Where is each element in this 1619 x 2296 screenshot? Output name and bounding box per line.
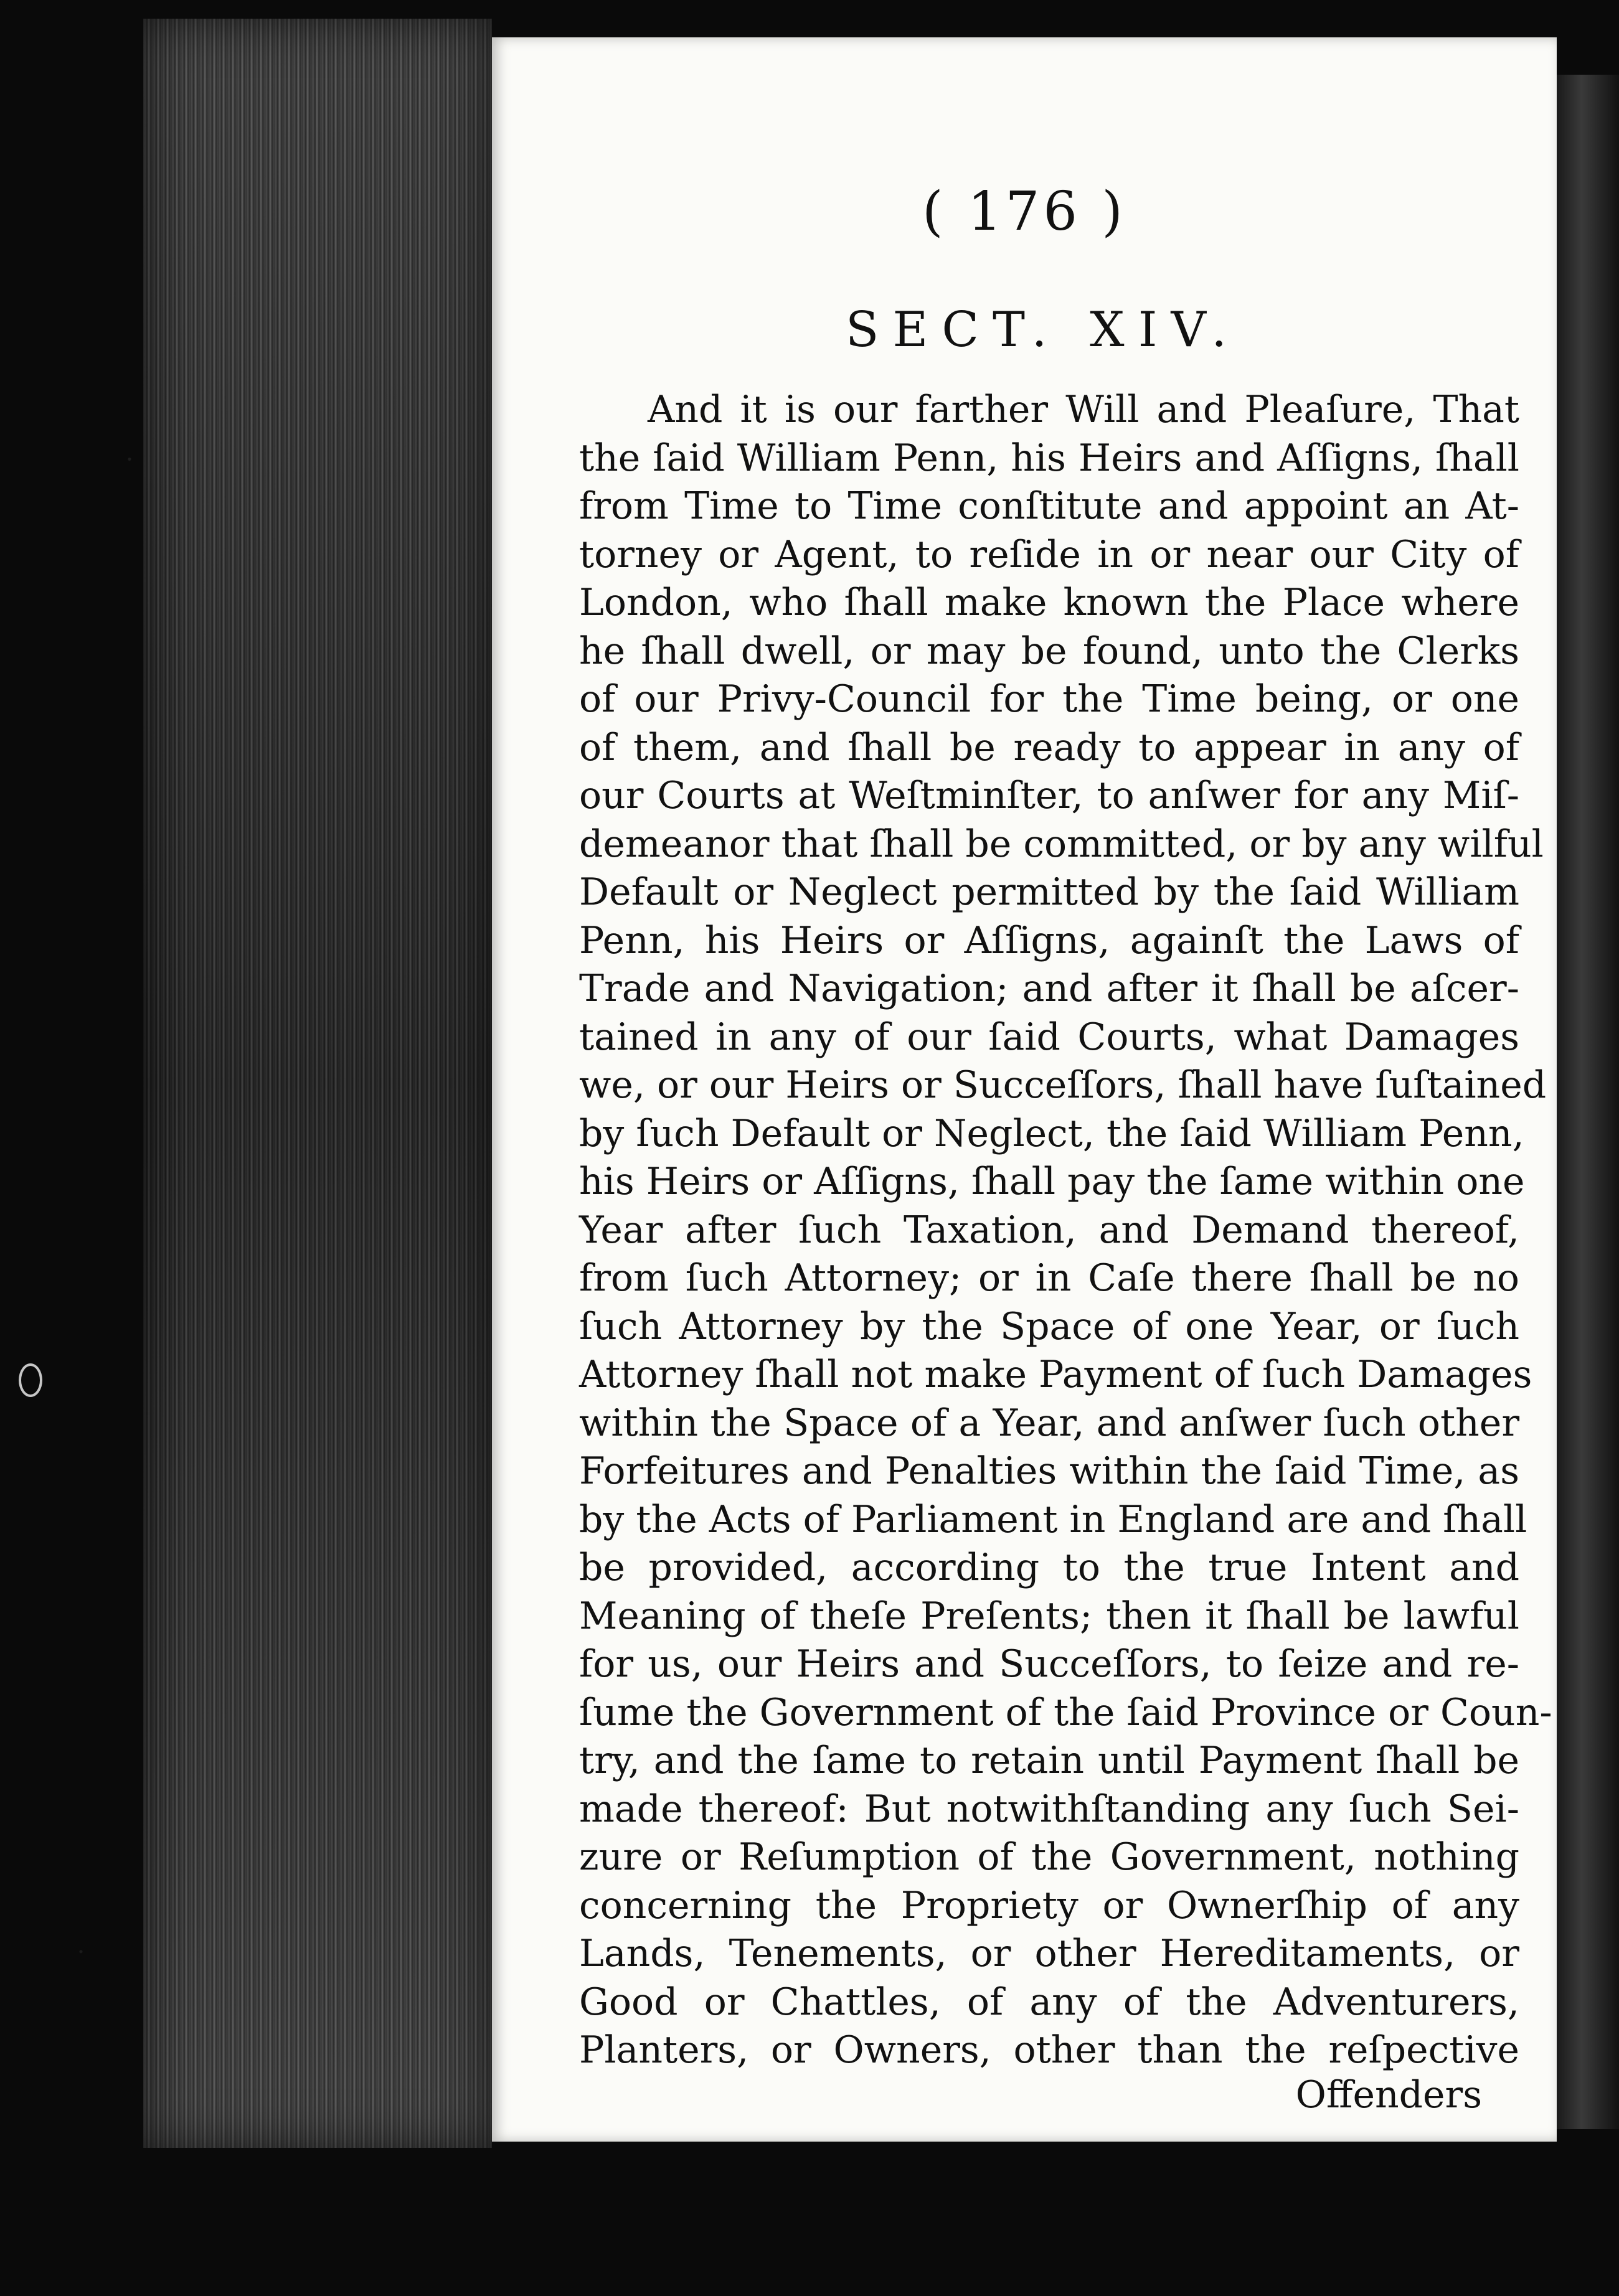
text-line: zure or Reſumption of the Government, nothing <box>579 1835 1519 1879</box>
facing-page-edge <box>1557 75 1619 2129</box>
text-line: tained in any of our ſaid Courts, what Damages <box>579 1015 1519 1059</box>
text-line: demeanor that ſhall be committed, or by any wilful <box>579 822 1544 866</box>
printed-page <box>492 37 1557 2142</box>
text-line: the ſaid William Penn, his Heirs and Aſſigns, ſhall <box>579 436 1519 480</box>
text-line: of them, and ſhall be ready to appear in any of <box>579 725 1519 769</box>
text-line: made thereof: But notwithſtanding any ſuch Sei- <box>579 1787 1519 1831</box>
text-line: Trade and Navigation; and after it ſhall be aſcer- <box>579 967 1519 1010</box>
text-line: from Time to Time conſtitute and appoint an At- <box>579 484 1519 528</box>
text-line: of our Privy-Council for the Time being, or one <box>579 677 1519 721</box>
book-page-edges <box>143 19 492 2148</box>
text-line: be provided, according to the true Intent and <box>579 1546 1519 1589</box>
binding-hole-mark <box>19 1363 42 1397</box>
text-line: ſuch Attorney by the Space of one Year, or ſuch <box>579 1304 1519 1348</box>
text-line: we, or our Heirs or Succeſſors, ſhall have ſuſtained <box>579 1063 1547 1107</box>
text-line: Year after ſuch Taxation, and Demand thereof, <box>579 1208 1519 1252</box>
text-line: Meaning of theſe Preſents; then it ſhall be lawful <box>579 1594 1519 1638</box>
text-line: Good or Chattles, of any of the Adventurers, <box>579 1980 1519 2024</box>
text-line: from ſuch Attorney; or in Caſe there ſhall be no <box>579 1256 1519 1300</box>
text-line: Default or Neglect permitted by the ſaid William <box>579 870 1519 914</box>
text-line: Attorney ſhall not make Payment of ſuch Damages <box>579 1353 1532 1396</box>
text-line: Planters, or Owners, other than the reſpective <box>579 2028 1519 2072</box>
section-title: SECT. XIV. <box>845 302 1241 358</box>
text-line: within the Space of a Year, and anſwer ſuch other <box>579 1401 1519 1445</box>
text-line: he ſhall dwell, or may be found, unto the Clerks <box>579 629 1519 673</box>
text-line: concerning the Propriety or Ownerſhip of any <box>579 1883 1519 1927</box>
text-line: London, who ſhall make known the Place where <box>579 581 1519 624</box>
catchword: Offenders <box>1295 2073 1482 2117</box>
text-line: And it is our farther Will and Pleaſure, That <box>648 388 1519 431</box>
body-text <box>579 386 1552 2075</box>
page-number: ( 176 ) <box>922 181 1126 243</box>
text-line: ſume the Government of the ſaid Province or Coun- <box>579 1690 1552 1734</box>
text-line: by ſuch Default or Neglect, the ſaid William Penn, <box>579 1111 1524 1155</box>
text-line: Forfeitures and Penalties within the ſaid Time, as <box>579 1449 1519 1493</box>
text-line: torney or Agent, to reſide in or near our City of <box>579 532 1519 576</box>
text-line: Penn, his Heirs or Aſſigns, againſt the Laws of <box>579 918 1519 962</box>
text-line: by the Acts of Parliament in England are and ſhall <box>579 1497 1527 1541</box>
text-line: our Courts at Weſtminſter, to anſwer for any Miſ- <box>579 774 1519 817</box>
text-line: for us, our Heirs and Succeſſors, to ſeize and re- <box>579 1642 1519 1686</box>
text-line: his Heirs or Aſſigns, ſhall pay the ſame within one <box>579 1160 1525 1203</box>
text-line: try, and the ſame to retain until Payment ſhall be <box>579 1739 1519 1782</box>
text-line: Lands, Tenements, or other Hereditaments, or <box>579 1932 1519 1975</box>
